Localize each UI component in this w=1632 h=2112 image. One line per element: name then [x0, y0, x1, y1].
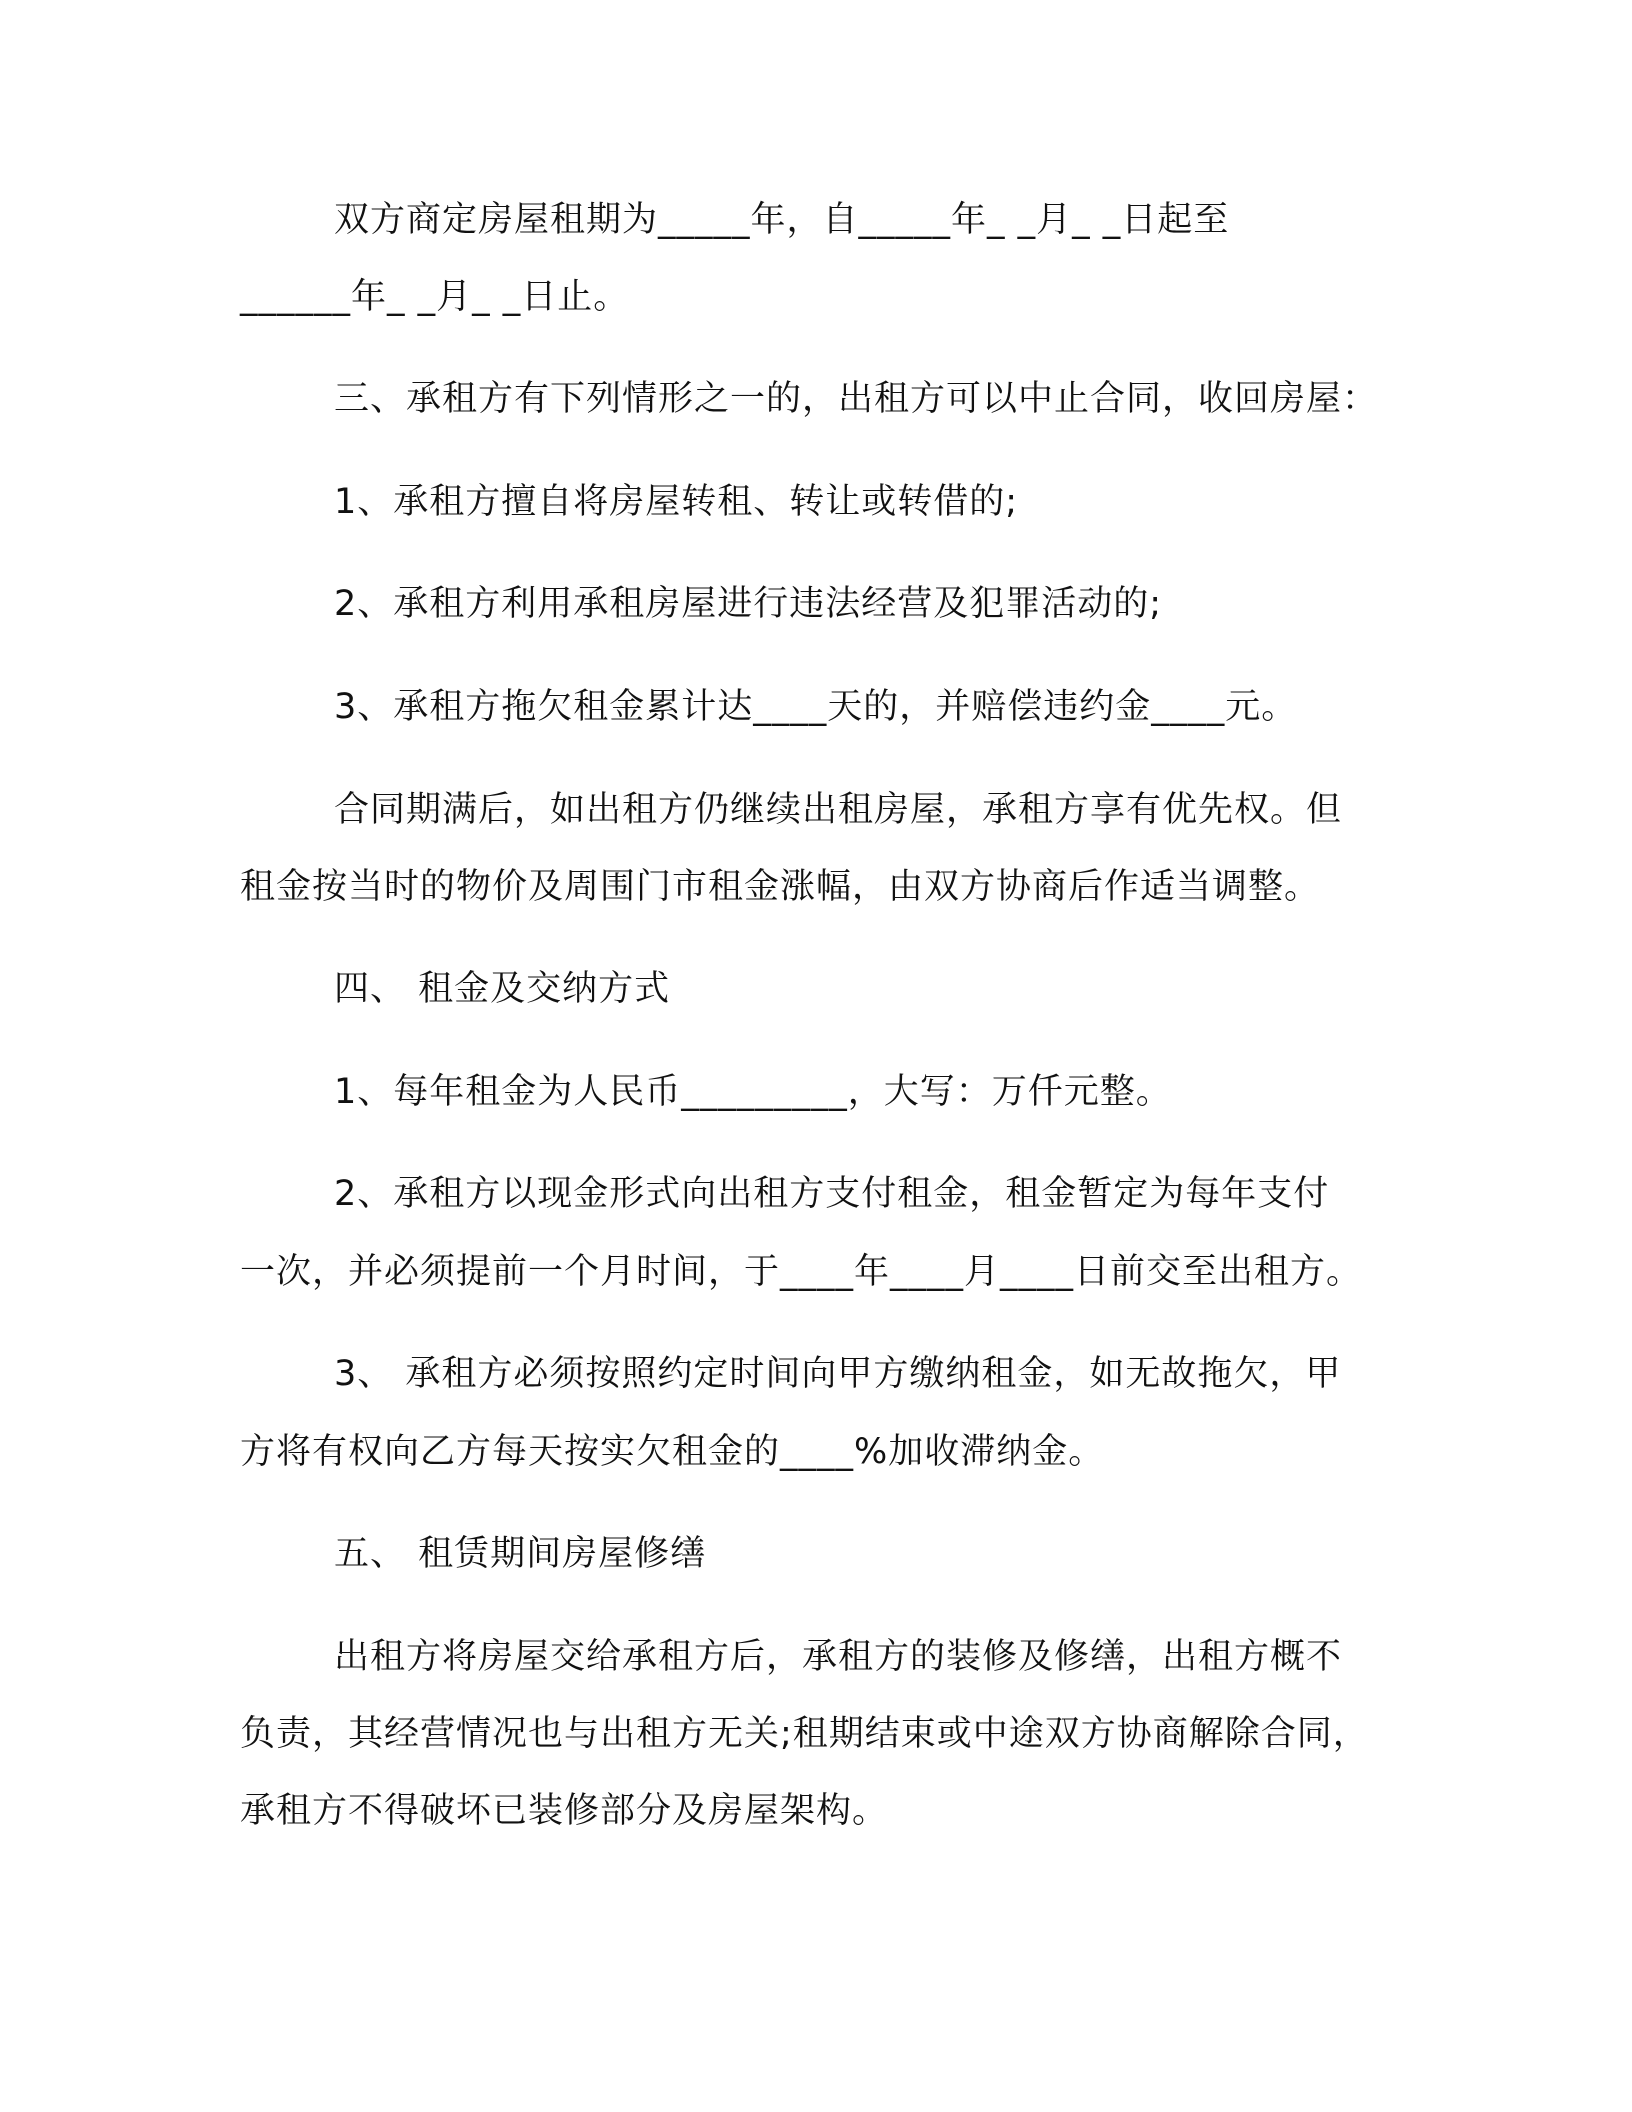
section-heading-four: 四、 租金及交纳方式 — [334, 969, 671, 1009]
text-line-lease-term: 双方商定房屋租期为_____年，自_____年_ _月_ _日起至 — [334, 200, 1230, 240]
text-line-repairs-cont-1: 负责，其经营情况也与出租方无关;租期结束或中途双方协商解除合同， — [240, 1714, 1369, 1754]
list-item-late-fee: 3、 承租方必须按照约定时间向甲方缴纳租金，如无故拖欠，甲 — [334, 1354, 1342, 1394]
list-item-2-illegal: 2、承租方利用承租房屋进行违法经营及犯罪活动的; — [334, 584, 1163, 624]
list-item-payment-method-cont: 一次，并必须提前一个月时间，于____年____月____日前交至出租方。 — [240, 1252, 1363, 1292]
list-item-annual-rent: 1、每年租金为人民币_________，大写：万仟元整。 — [334, 1072, 1172, 1112]
list-item-late-fee-cont: 方将有权向乙方每天按实欠租金的____%加收滞纳金。 — [240, 1432, 1105, 1472]
text-line-repairs: 出租方将房屋交给承租方后，承租方的装修及修缮，出租方概不 — [334, 1637, 1343, 1677]
text-line-lease-end: ______年_ _月_ _日止。 — [240, 277, 630, 317]
list-item-1-sublet: 1、承租方擅自将房屋转租、转让或转借的; — [334, 482, 1019, 522]
text-line-renewal-cont: 租金按当时的物价及周围门市租金涨幅，由双方协商后作适当调整。 — [240, 867, 1321, 907]
section-heading-three: 三、承租方有下列情形之一的，出租方可以中止合同，收回房屋： — [334, 379, 1379, 419]
list-item-3-arrears: 3、承租方拖欠租金累计达____天的，并赔偿违约金____元。 — [334, 687, 1298, 727]
section-heading-five: 五、 租赁期间房屋修缮 — [334, 1534, 707, 1574]
list-item-payment-method: 2、承租方以现金形式向出租方支付租金，租金暂定为每年支付 — [334, 1174, 1330, 1214]
text-line-repairs-cont-2: 承租方不得破坏已装修部分及房屋架构。 — [240, 1791, 889, 1831]
text-line-renewal: 合同期满后，如出租方仍继续出租房屋，承租方享有优先权。但 — [334, 790, 1343, 830]
